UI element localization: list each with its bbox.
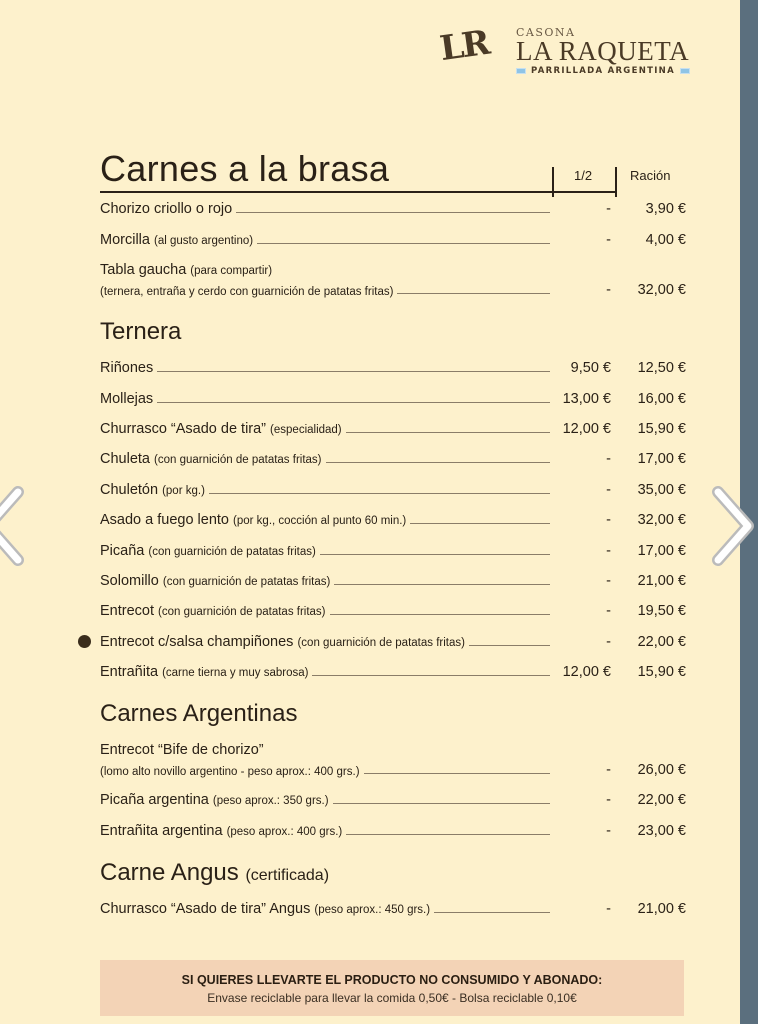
leader-line: [364, 773, 550, 774]
item-description: (lomo alto novillo argentino - peso aprox.: 400 grs.): [100, 766, 360, 779]
item-name: Entrañita: [100, 664, 159, 681]
menu-item: [100, 565, 686, 595]
item-name-group: [100, 792, 329, 808]
menu-item: [100, 193, 686, 223]
item-name: Picaña: [100, 542, 145, 559]
half-price: -: [606, 792, 611, 809]
mushroom-icon: [78, 635, 91, 648]
menu-item: [100, 534, 686, 564]
item-name: Chuleta: [100, 451, 150, 468]
section-title: [100, 304, 686, 352]
item-name: Asado a fuego lento: [100, 512, 229, 529]
full-price: 19,50 €: [637, 603, 686, 620]
chevron-right-icon: [710, 486, 758, 566]
section-title-text: Carne Angus: [100, 858, 239, 886]
half-price: 13,00 €: [562, 390, 611, 407]
full-price: 22,00 €: [637, 792, 686, 809]
half-price: -: [606, 451, 611, 468]
full-price: 3,90 €: [645, 201, 686, 218]
leader-line: [257, 243, 550, 244]
chevron-left-icon: [0, 486, 26, 566]
item-name: Entrecot “Bife de chorizo”: [100, 742, 264, 759]
leader-line: [434, 912, 550, 913]
item-name-group: [100, 634, 465, 650]
item-name-group: [100, 901, 430, 917]
logo: [437, 22, 690, 80]
full-price: 15,90 €: [637, 420, 686, 437]
leader-line: [320, 554, 550, 555]
leader-line: [346, 432, 550, 433]
item-note: (especialidad): [270, 423, 342, 436]
item-name-group: [100, 543, 316, 559]
item-name: Riñones: [100, 360, 154, 377]
half-price: -: [606, 762, 611, 779]
item-name-group: [100, 421, 342, 437]
item-note: (peso aprox.: 350 grs.): [212, 795, 329, 808]
leader-line: [397, 293, 550, 294]
item-name-group: [100, 603, 326, 619]
full-price: 26,00 €: [637, 762, 686, 779]
item-note: (carne tierna y muy sabrosa): [162, 667, 309, 680]
item-name-group: [100, 391, 153, 407]
prev-page-arrow[interactable]: [0, 486, 26, 566]
full-price: 32,00 €: [637, 512, 686, 529]
item-line-1: [100, 742, 686, 758]
menu-item: [100, 893, 686, 923]
item-name-group: [100, 573, 330, 589]
notice-title: SI QUIERES LLEVARTE EL PRODUCTO NO CONSUMIDO Y ABONADO:: [181, 973, 603, 987]
menu-item: [100, 254, 686, 304]
item-description: (ternera, entraña y cerdo con guarnición de patatas fritas): [100, 285, 394, 298]
item-note: (con guarnición de patatas fritas): [162, 575, 331, 588]
takeaway-notice: [100, 960, 684, 1016]
half-price: -: [606, 201, 611, 218]
section-title: [100, 845, 686, 893]
col-half-header: 1/2: [574, 168, 593, 183]
half-price: 12,00 €: [562, 664, 611, 681]
logo-mark: LR: [437, 22, 491, 70]
item-note: (para compartir): [190, 264, 273, 277]
next-page-arrow[interactable]: [710, 486, 758, 566]
section-title-text: Carnes Argentinas: [100, 700, 298, 728]
logo-name: LA RAQUETA: [516, 36, 690, 66]
leader-line: [333, 803, 550, 804]
menu-header: [100, 145, 671, 193]
half-price: -: [606, 633, 611, 650]
leader-line: [157, 402, 550, 403]
item-name: Mollejas: [100, 390, 154, 407]
half-price: -: [606, 231, 611, 248]
logo-subtitle: [516, 66, 690, 76]
full-price: 15,90 €: [637, 664, 686, 681]
item-name-group: [100, 232, 253, 248]
half-price: -: [606, 603, 611, 620]
item-name: Tabla gaucha: [100, 261, 187, 278]
menu-item: [100, 473, 686, 503]
full-price: 22,00 €: [637, 633, 686, 650]
full-price: 16,00 €: [637, 390, 686, 407]
leader-line: [236, 212, 550, 213]
leader-line: [410, 523, 550, 524]
menu-item: [100, 734, 686, 784]
page-title: Carnes a la brasa: [100, 148, 390, 189]
item-name: Entrecot: [100, 603, 154, 620]
menu-content: [100, 145, 686, 923]
notice-text: Envase reciclable para llevar la comida 0,50€ - Bolsa reciclable 0,10€: [207, 991, 577, 1005]
item-note: (por kg., cocción al punto 60 min.): [233, 515, 407, 528]
half-price: -: [606, 901, 611, 918]
menu-item: [100, 814, 686, 844]
item-name: Churrasco “Asado de tira” Angus: [100, 901, 311, 918]
leader-line: [157, 371, 550, 372]
item-name-group: [100, 664, 308, 680]
item-name-group: [100, 201, 232, 217]
item-name: Entrecot c/salsa champiñones: [100, 633, 294, 650]
menu-item: [100, 443, 686, 473]
item-note: (con guarnición de patatas fritas): [148, 545, 316, 558]
item-note: (peso aprox.: 400 grs.): [226, 825, 343, 838]
half-price: -: [606, 512, 611, 529]
section-title-text: Ternera: [100, 317, 182, 345]
leader-line: [334, 584, 550, 585]
item-name: Solomillo: [100, 572, 159, 589]
col-full-header: Ración: [630, 168, 671, 183]
half-price: -: [606, 572, 611, 589]
leader-line: [346, 834, 550, 835]
full-price: 23,00 €: [637, 822, 686, 839]
item-note: (con guarnición de patatas fritas): [158, 606, 326, 619]
full-price: 17,00 €: [637, 451, 686, 468]
full-price: 32,00 €: [637, 281, 686, 298]
item-name-group: [100, 742, 264, 758]
item-name: Chorizo criollo o rojo: [100, 201, 233, 218]
item-line-2: [100, 762, 686, 778]
flag-icon: [516, 68, 526, 74]
half-price: -: [606, 822, 611, 839]
item-line-1: [100, 262, 686, 278]
item-name-group: [100, 512, 406, 528]
item-name: Churrasco “Asado de tira”: [100, 420, 267, 437]
menu-item: [100, 504, 686, 534]
menu-item: [100, 595, 686, 625]
item-name: Chuletón: [100, 481, 159, 498]
item-note: (por kg.): [162, 484, 205, 497]
item-line-2: [100, 282, 686, 298]
half-price: 12,00 €: [562, 420, 611, 437]
menu-item: [100, 625, 686, 655]
half-price: -: [606, 481, 611, 498]
menu-item: [100, 352, 686, 382]
leader-line: [469, 645, 550, 646]
logo-sub-text: PARRILLADA ARGENTINA: [531, 66, 675, 76]
item-name: Picaña argentina: [100, 792, 209, 809]
half-price: -: [606, 542, 611, 559]
leader-line: [312, 675, 550, 676]
item-name: Entrañita argentina: [100, 822, 223, 839]
leader-line: [330, 614, 550, 615]
item-name-group: [100, 360, 153, 376]
item-note: (con guarnición de patatas fritas): [154, 454, 322, 467]
section-title: [100, 686, 686, 734]
section-title-note: (certificada): [245, 866, 330, 884]
logo-casona: CASONA: [516, 26, 576, 39]
menu-item: [100, 223, 686, 253]
item-note: (peso aprox.: 450 grs.): [314, 904, 431, 917]
full-price: 4,00 €: [645, 231, 686, 248]
leader-line: [209, 493, 550, 494]
full-price: 17,00 €: [637, 542, 686, 559]
menu-item: [100, 382, 686, 412]
item-name: Morcilla: [100, 231, 150, 248]
item-name-group: [100, 262, 272, 278]
item-name-group: [100, 451, 322, 467]
menu-item: [100, 413, 686, 443]
full-price: 21,00 €: [637, 572, 686, 589]
full-price: 35,00 €: [637, 481, 686, 498]
flag-icon: [680, 68, 690, 74]
leader-line: [326, 462, 551, 463]
half-price: 9,50 €: [570, 360, 611, 377]
menu-item: [100, 784, 686, 814]
item-name-group: [100, 823, 342, 839]
half-price: -: [606, 281, 611, 298]
full-price: 21,00 €: [637, 901, 686, 918]
menu-item: [100, 656, 686, 686]
item-name-group: [100, 482, 205, 498]
item-note: (con guarnición de patatas fritas): [297, 636, 465, 649]
full-price: 12,50 €: [637, 360, 686, 377]
item-note: (al gusto argentino): [153, 234, 254, 247]
